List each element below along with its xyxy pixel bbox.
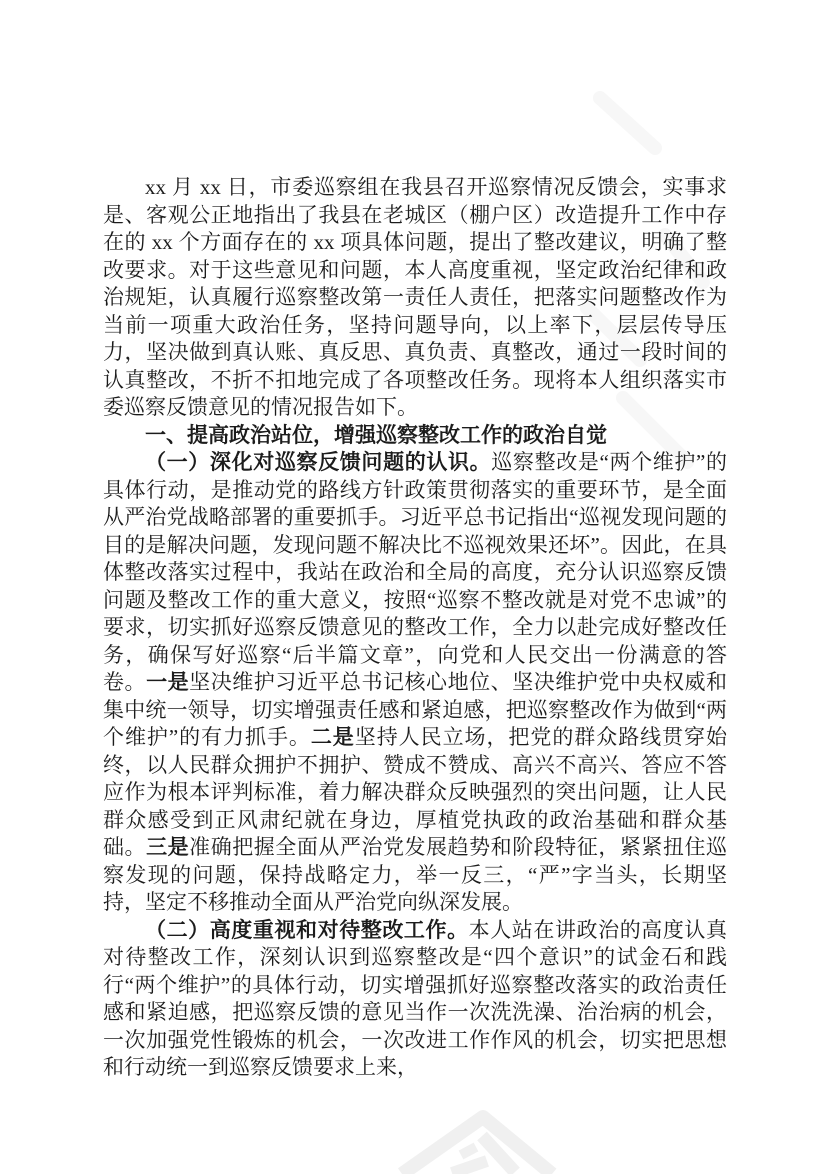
text-run: 坚持人民立场，把党的群众路线贯穿始终，以人民群众拥护不拥护、赞成不赞成、高兴不高兴、答应不答应作为根本评判标准，着力解决群众反映强烈的突出问题，让人民群众感受到正风肃纪就在身边，厚植党执政的政治基础和群众基础。	[103, 725, 728, 859]
document-body	[103, 174, 727, 1082]
text-run: 本人站在讲政治的高度认真对待整改工作，深刻认识到巡察整改是“四个意识”的试金石和践行“两个维护”的具体行动，切实增强抓好巡察整改落实的政治责任感和紧迫感，把巡察反馈的意见当作一次洗洗澡、治治病的机会，一次加强党性锻炼的机会，一次改进工作作风的机会，切实把思想和行动统一到巡察反馈要求上来，	[103, 917, 728, 1079]
bold-run: 一、提高政治站位，增强巡察整改工作的政治自觉	[145, 422, 607, 447]
bold-run: 三是	[146, 835, 190, 859]
bold-run: 二是	[310, 725, 355, 749]
bold-run: 一是	[146, 670, 190, 694]
text-run: xx 月 xx 日，市委巡察组在我县召开巡察情况反馈会，实事求是、客观公正地指出了我县在老城区（棚户区）改造提升工作中存在的 xx 个方面存在的 xx 项具体问题，提出了整改建议，明确了整改要求。对于这些意见和问题，本人高度重视，坚定政治纪律和政治规矩，认真履行巡察整改第一责任人责任，把落实问题整改作为当前一项重大政治任务，坚持问题导向，以上率下，层层传导压力，坚决做到真认账、真反思、真负责、真整改，通过一段时间的认真整改，不折不扣地完成了各项整改任务。现将本人组织落实市委巡察反馈意见的情况报告如下。	[103, 175, 727, 419]
section-heading	[103, 422, 727, 450]
bold-run: （二）高度重视和对待整改工作。	[145, 917, 469, 942]
paragraph	[103, 174, 727, 422]
bottom-watermark-logo-icon	[360, 1095, 620, 1174]
text-run: 坚决维护习近平总书记核心地位、坚决维护党中央权威和集中统一领导，切实增强责任感和紧迫感，把巡察整改作为做到“两个维护”的有力抓手。	[103, 670, 728, 749]
text-run: 准确把握全面从严治党发展趋势和阶段特征，紧紧扭住巡察发现的问题，保持战略定力，举一反三，“严”字当头，长期坚持，坚定不移推动全面从严治党向纵深发展。	[103, 835, 728, 914]
text-run: 巡察整改是“两个维护”的具体行动，是推动党的路线方针政策贯彻落实的重要环节，是全面从严治党战略部署的重要抓手。习近平总书记指出“巡视发现问题的目的是解决问题，发现问题不解决比不巡视效果还坏”。因此，在具体整改落实过程中，我站在政治和全局的高度，充分认识巡察反馈问题及整改工作的重大意义，按照“巡察不整改就是对党不忠诚”的要求，切实抓好巡察反馈意见的整改工作，全力以赴完成好整改任务，确保写好巡察“后半篇文章”，向党和人民交出一份满意的答卷。	[103, 450, 727, 694]
paragraph	[103, 449, 727, 917]
bold-run: （一）深化对巡察反馈问题的认识。	[145, 450, 492, 474]
paragraph	[103, 917, 727, 1082]
